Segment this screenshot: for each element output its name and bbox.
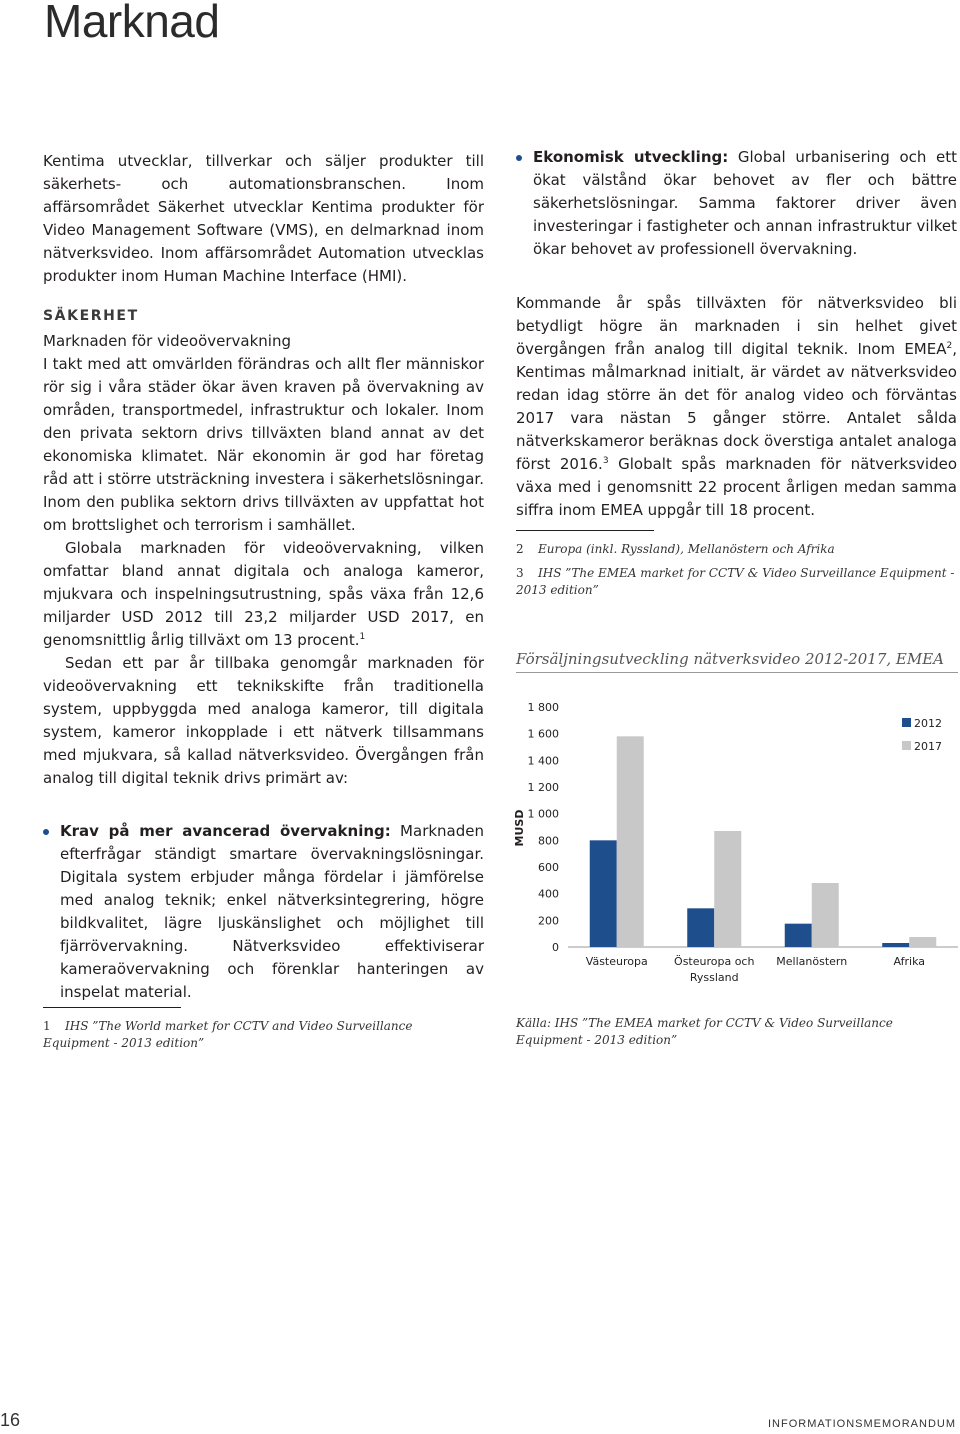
y-tick-label: 0 (552, 941, 559, 954)
document-label: INFORMATIONSMEMORANDUM (767, 1418, 956, 1430)
bullet-icon (43, 829, 49, 835)
list-item (516, 146, 957, 261)
bullet-text: Marknaden efterfrågar ständigt smartare övervakningslösningar. Digitala system erbjuder många fördelar i jämförelse med analog teknik; enkel nätverksintegrering, högre bildkvalitet, lägre ljuskänslighet och möjlighet till fjärrövervakning. Nätverksvideo effektiviserar kameraövervakning och förenklar hanteringen av inspelat material. (60, 822, 485, 1001)
x-tick-label: Afrika (893, 955, 926, 968)
driver-list (43, 820, 484, 1004)
legend-swatch-2012 (902, 718, 911, 727)
x-tick-label: Östeuropa och (674, 955, 755, 968)
global-market-paragraph: Globala marknaden för videoövervakning, vilken omfattar bland annat digitala och analoga kameror, mjukvara och inspelningsutrustning, spås växa från 12,6 miljarder USD 2012 till 23,2 miljarder USD 2017, en genomsnittlig årlig tillväxt om 13 procent.$^1$ (43, 539, 484, 649)
bar-2012 (785, 924, 812, 947)
y-tick-label: 1 800 (527, 701, 559, 714)
bar-2012 (590, 840, 617, 947)
section-subheading: Marknaden för videoövervakning (43, 332, 291, 350)
network-video-paragraph: Kommande år spås tillväxten för nätverksvideo bli betydligt högre än marknaden i sin helhet givet övergången från analog till digital teknik. Inom EMEA$^2$, Kentimas målmarknad initialt, är värdet av nätverksvideo redan idag större än det för analog video och förväntas 2017 vara nästan 5 gånger större. Antalet sålda nätverkskameror beräknas dock överstiga antalet analoga först 2016.$^3$ Globalt spås marknaden för nätverksvideo växa med i genomsnitt 22 procent årligen medan samma siffra inom EMEA uppgår till 18 procent. (516, 294, 957, 519)
legend-swatch-2017 (902, 741, 911, 750)
legend-label: 2017 (914, 740, 942, 753)
chart-title: Försäljningsutveckling nätverksvideo 2012-2017, EMEA (516, 650, 958, 673)
footnote-divider (43, 1007, 181, 1008)
bullet-heading: Ekonomisk utveckling: (533, 148, 729, 166)
y-tick-label: 200 (538, 914, 559, 928)
sales-chart (506, 688, 960, 998)
serif-body (43, 537, 484, 790)
section-label: SÄKERHET (43, 308, 139, 324)
footnote-divider (516, 530, 654, 531)
footnote-2: 2 Europa (inkl. Ryssland), Mellanöstern och Afrika (516, 542, 835, 556)
intro-paragraph: Kentima utvecklar, tillverkar och säljer produkter till säkerhets- och automationsbranschen. Inom affärsområdet Säkerhet utvecklar Kentima produkter för Video Management Software (VMS), en delmarknad inom nätverksvideo. Inom affärsområdet Automation utvecklas produkter inom Human Machine Interface (HMI). (43, 152, 484, 285)
y-tick-label: 800 (538, 834, 559, 848)
left-column (43, 150, 484, 1004)
bar-2012 (882, 943, 909, 947)
tech-shift-paragraph: Sedan ett par år tillbaka genomgår marknaden för videoövervakning ett teknikskifte från traditionella system, uppbyggda med analoga kameror, till digitala system, kameror inkopplade i ett nätverk tillsammans med mjukvara, så kallad nätverksvideo. Övergången från analog till digital teknik drivs primärt av: (43, 654, 484, 787)
footnote-1: 1 IHS ”The World market for CCTV and Video Surveillance Equipment - 2013 edition” (43, 1019, 413, 1050)
footnote-3: 3 IHS ”The EMEA market for CCTV & Video Surveillance Equipment - 2013 edition” (516, 566, 955, 597)
bullet-heading: Krav på mer avancerad övervakning: (60, 822, 391, 840)
y-tick-label: 600 (538, 861, 559, 874)
right-column (516, 146, 957, 522)
bar-2017 (909, 937, 936, 947)
y-tick-label: 1 400 (527, 754, 559, 768)
x-tick-label: Ryssland (689, 971, 739, 984)
x-tick-label: Mellanöstern (776, 955, 848, 968)
chart-source: Källa: IHS ”The EMEA market for CCTV & Video Surveillance Equipment - 2013 edition” (516, 1016, 893, 1047)
x-tick-label: Västeuropa (585, 955, 648, 968)
list-item (43, 820, 484, 1004)
bar-2017 (617, 736, 644, 947)
y-tick-label: 1 200 (527, 781, 559, 794)
footnote-ref-2: 2 (946, 341, 953, 351)
page-number: 16 (0, 1410, 21, 1430)
bullet-text: Global urbanisering och ett ökat välstånd ökar behovet av fler och bättre säkerhetslösningar. Samma faktorer driver även investeringar i fastigheter och annan infrastruktur vilket ökar behovet av professionell övervakning. (533, 148, 957, 258)
bar-2012 (687, 908, 714, 947)
footnote-ref-3: 3 (602, 456, 609, 466)
bullet-icon (516, 155, 522, 161)
legend-label: 2012 (914, 717, 942, 730)
y-tick-label: 400 (538, 887, 559, 901)
page-title: Marknad (44, 0, 220, 47)
driver-list-continued (516, 146, 957, 261)
y-tick-label: 1 600 (527, 727, 559, 741)
market-paragraph: I takt med att omvärlden förändras och allt fler människor rör sig i våra städer ökar även kraven på övervakning av områden, transportmedel, infrastruktur och lokaler. Inom den privata sektorn drivs tillväxten bland annat av det ekonomiska klimatet. När ekonomin är god har företag råd att i större utsträckning investera i säkerhetslösningar. Inom den publika sektorn drivs tillväxten av uppfattat hot om brottslighet och terrorism i samhället. (43, 355, 484, 534)
bar-2017 (714, 831, 741, 947)
bar-2017 (812, 883, 839, 947)
y-axis-label: MUSD (513, 809, 526, 847)
footnote-ref-1: 1 (359, 632, 366, 642)
y-tick-label: 1 000 (527, 807, 559, 821)
